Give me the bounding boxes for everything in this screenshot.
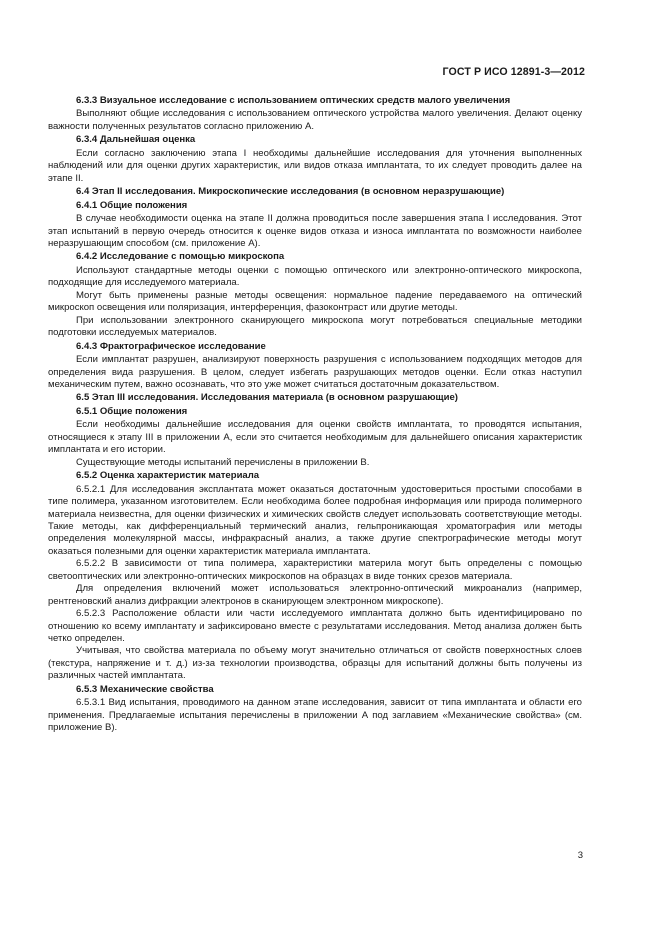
section-heading: 6.4 Этап II исследования. Микроскопические исследования (в основном неразрушающие) bbox=[76, 186, 505, 198]
section-heading: 6.4.2 Исследование с помощью микроскопа bbox=[76, 251, 285, 263]
body-paragraph: В случае необходимости оценка на этапе II должна проводиться после завершения этапа I исследования. Этот этап испытаний в первую очередь относится к оценке видов отказа и износа имплантата по возможности наиболее неразрушающим способом (см. приложение А). bbox=[48, 213, 582, 249]
body-paragraph: Могут быть применены разные методы освещения: нормальное падение передаваемого на оптический микроскоп освещения или поляризация, интерференция, фазоконтраст или другие методы. bbox=[48, 289, 582, 314]
body-paragraph: 6.5.2.3 Расположение области или части исследуемого имплантата должно быть идентифицировано по отношению ко всему имплантату и зафиксировано вместе с результатами исследования. Метод анализа должен быть четко определен. bbox=[48, 608, 582, 645]
body-paragraph: Если согласно заключению этапа I необходимы дальнейшие исследования для уточнения выполненных наблюдений или для оценки других характеристик, или видов отказа имплантата, то их следует проводить далее на этапе II. bbox=[48, 147, 582, 184]
section-heading: 6.5 Этап III исследования. Исследования материала (в основном разрушающие) bbox=[76, 392, 458, 404]
body-paragraph: Если имплантат разрушен, анализируют поверхность разрушения с использованием подходящих методов для определения вида разрушения. В целом, следует избегать разрушающих методов оценки. Если отказ наступил механическим путем, важно осознавать, что это уже может считаться достаточным доказательством. bbox=[48, 354, 582, 390]
body-paragraph: 6.5.3.1 Вид испытания, проводимого на данном этапе исследования, зависит от типа имплантата и области его применения. Предлагаемые испытания перечислены в приложении А под заглавием «Механические свойства» (см. приложение В). bbox=[48, 697, 582, 734]
body-paragraph: Учитывая, что свойства материала по объему могут значительно отличаться от свойств поверхностных слоев (текстура, напряжение и т. д.) из-за технологии производства, образцы для испытаний должны быть получены из различных частей имплантата. bbox=[48, 645, 582, 682]
body-paragraph: Существующие методы испытаний перечислены в приложении В. bbox=[76, 456, 370, 468]
body-paragraph: Используют стандартные методы оценки с помощью оптического или электронно-оптического микроскопа, подходящие для исследуемого материала. bbox=[48, 264, 582, 289]
body-paragraph: 6.5.2.1 Для исследования эксплантата может оказаться достаточным удостовериться простыми способами в типе полимера, указанном изготовителем. Если необходима более подробная информация или природа полимерного материала неизвестна, для оценки физических и химических свойств следует использовать соответствующие методы. Такие методы, как дифференциальный термический анализ, гельпроникающая хроматография или методы определения молекулярной массы, инфракрасный анализ, а также другие спектрографические методы могут оказаться полезными для оценки характеристик материала имплантата. bbox=[48, 483, 582, 557]
body-paragraph: При использовании электронного сканирующего микроскопа могут потребоваться специальные методики подготовки исследуемых материалов. bbox=[48, 314, 582, 339]
section-heading: 6.4.1 Общие положения bbox=[76, 199, 188, 211]
section-heading: 6.5.1 Общие положения bbox=[76, 405, 188, 417]
body-paragraph: Выполняют общие исследования с использованием оптического устройства малого увеличения. Делают оценку важности полученных результатов согласно приложению А. bbox=[48, 108, 582, 132]
section-heading: 6.5.2 Оценка характеристик материала bbox=[76, 470, 260, 482]
standard-header: ГОСТ Р ИСО 12891-3—2012 bbox=[442, 66, 585, 78]
section-heading: 6.4.3 Фрактографическое исследование bbox=[76, 340, 266, 352]
section-heading: 6.3.3 Визуальное исследование с использованием оптических средств малого увеличения bbox=[76, 95, 511, 106]
document-body bbox=[48, 94, 582, 735]
page-number: 3 bbox=[577, 850, 583, 861]
section-heading: 6.3.4 Дальнейшая оценка bbox=[76, 134, 196, 146]
body-paragraph: Для определения включений может использоваться электронно-оптический микроанализ (например, рентгеновский анализ дифракции электронов в сканирующем электронном микроскопе). bbox=[48, 583, 582, 607]
body-paragraph: Если необходимы дальнейшие исследования для оценки свойств имплантата, то проводятся испытания, относящиеся к этапу III в приложении А, если это считается необходимым для дальнейшего описания характеристик имплантата и его истории. bbox=[48, 419, 582, 456]
section-heading: 6.5.3 Механические свойства bbox=[76, 683, 214, 695]
body-paragraph: 6.5.2.2 В зависимости от типа полимера, характеристики материла могут быть определены с помощью светооптических или электронно-оптических микроскопов на образцах в виде тонких срезов материала. bbox=[48, 558, 582, 582]
